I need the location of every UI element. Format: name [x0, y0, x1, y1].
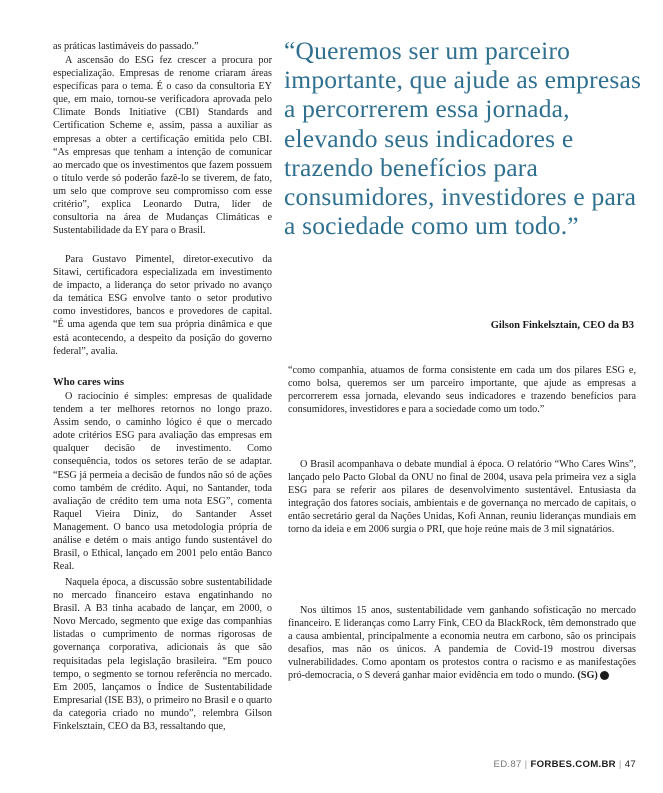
page-footer: [494, 759, 637, 770]
footer-divider: |: [618, 759, 622, 770]
article-paragraph: [288, 604, 636, 683]
section-subheading: Who cares wins: [53, 377, 125, 388]
edition-label: ED.87: [493, 759, 522, 770]
article-paragraph: as práticas lastimáveis do passado.”: [53, 41, 199, 52]
article-paragraph: Para Gustavo Pimentel, diretor-executivo da Sitawi, certificadora especializada em investimento de impacto, a liderança do setor privado no avanço da temática ESG envolve tanto o setor produtivo como investidores, bancos e provedores de capital. “É uma agenda que tem sua própria dinâmica e que está acontecendo, a despeito da posição do governo federal”, avalia.: [53, 254, 272, 357]
publication-name: FORBES.COM.BR: [530, 759, 616, 770]
article-paragraph: O raciocínio é simples: empresas de qualidade tendem a ter melhores retornos no longo prazo. Assim sendo, o caminho lógico é que o mercado adote critérios ESG para avaliação das empresas em qualquer decisão de investimento. Como consequência, todos os setores terão de se adaptar. “ESG já permeia a decisão de fundos não só de ações como também de crédito. Aqui, no Santander, toda avaliação de crédito tem uma nota ESG”, comenta Raquel Vieira Diniz, do Santander Asset Management. O banco usa metodologia própria de análise e detém o mais antigo fundo sustentável do Brasil, o Ethical, lançado em 2001 pelo então Banco Real.: [53, 391, 272, 573]
article-paragraph: “como companhia, atuamos de forma consistente em cada um dos pilares ESG e, como bolsa, queremos ser um parceiro importante, que ajude as empresas a percorrerem essa jornada, elevando seus indicadores e trazendo benefícios para consumidores, investidores e para a sociedade como um todo.”: [288, 365, 636, 416]
footer-divider: |: [524, 759, 528, 770]
author-signature: (SG): [577, 670, 598, 682]
article-paragraph: Naquela época, a discussão sobre sustentabilidade no mercado financeiro estava engatinhando no Brasil. A B3 tinha acabado de lançar, em 2000, o Novo Mercado, segmento que exige das companhias listadas o cumprimento de normas rigorosas de governança corporativa, adicionais às que são requisitadas pela legislação brasileira. “Em pouco tempo, o segmento se tornou referência no mercado. Em 2005, lançamos o Índice de Sustentabilidade Empresarial (ISE B3), o primeiro no Brasil e o quarto da categoria criado no mundo”, relembra Gilson Finkelsztain, CEO da B3, ressaltando que,: [53, 577, 272, 733]
page-number: 47: [624, 759, 636, 770]
pull-quote: “Queremos ser um parceiro importante, que ajude as empresas a percorrerem essa jornada, elevando seus indicadores e trazendo benefícios para consumidores, investidores e para a sociedade como um todo.”: [284, 36, 642, 241]
article-paragraph: O Brasil acompanhava o debate mundial à época. O relatório “Who Cares Wins”, lançado pelo Pacto Global da ONU no final de 2004, usava pela primeira vez a sigla ESG para se referir aos pilares de desenvolvimento sustentável. Entusiasta da integração dos fatores sociais, ambientais e de governança no mercado de capitais, o então secretário geral da Nações Unidas, Kofi Annan, reuniu lideranças mundiais em torno da ideia e em 2006 surgia o PRI, que hoje reúne mais de 3 mil signatários.: [288, 459, 636, 536]
article-paragraph-text: Nos últimos 15 anos, sustentabilidade vem ganhando sofisticação no mercado financeiro. E lideranças como Larry Fink, CEO da BlackRock, têm demonstrado que a causa ambiental, principalmente a economia neutra em carbono, são os principais desafios, mas não os únicos. A pandemia de Covid-19 mostrou diversas vulnerabilidades. Como apontam os protestos contra o racismo e as manifestações pró-democracia, o S deverá ganhar maior evidência em todo o mundo.: [288, 605, 636, 682]
forbes-end-mark-icon: F: [600, 671, 609, 680]
article-paragraph: A ascensão do ESG fez crescer a procura por especialização. Empresas de renome criaram áreas específicas para o tema. É o caso da consultoria EY que, em maio, tornou-se verificadora aprovada pelo Climate Bonds Initiative (CBI) Standards and Certification Scheme e, assim, passa a auxiliar as empresas a obter a certificação emitida pelo CBI. “As empresas que tenham a intenção de comunicar ao mercado que os investimentos que fazem possuem o título verde só poderão fazê-lo se tiverem, de fato, um selo que comprove seu compromisso com esse critério”, explica Leonardo Dutra, líder de consultoria na área de Mudanças Climáticas e Sustentabilidade da EY para o Brasil.: [53, 55, 272, 237]
pull-quote-attribution: Gilson Finkelsztain, CEO da B3: [490, 320, 634, 331]
